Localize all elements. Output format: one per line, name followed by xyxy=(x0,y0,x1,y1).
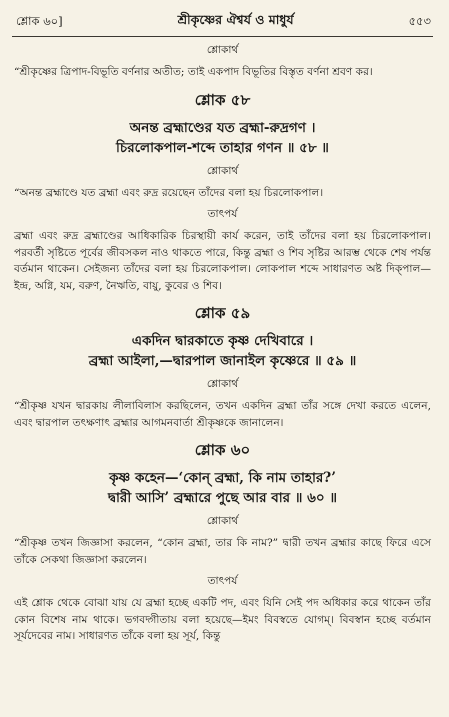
translation-label: শ্লোকার্থ xyxy=(206,44,239,56)
verse-59-translation-label: শ্লোকার্থ xyxy=(206,378,239,390)
verse-58-translation-label: শ্লোকার্থ xyxy=(206,164,239,177)
header-page-number: ৫৫৩ xyxy=(408,14,431,28)
verse-60-translation-label: শ্লোকার্থ xyxy=(206,515,239,527)
verse-60-title: শ্লোক ৬০ xyxy=(194,441,251,459)
verse-60-purport: এই শ্লোক থেকে বোঝা যায় যে ব্রহ্মা হচ্ছে একটি পদ, এবং যিনি সেই পদ অধিকার করে থাকেন তাঁর কোন বিশেষ নাম থাকে। ভগবদ্গীতায় বলা হয়েছে—ইমং বিবস্বতে যোগম্। বিবস্বান হচ্ছে বর্তমান সূর্যদেবের নাম। সাধারণত তাঁকে বলা হয় সূর্য, কিন্তু xyxy=(14,597,431,642)
verse-58-title: শ্লোক ৫৮ xyxy=(194,90,251,109)
verse-59-translation: “শ্রীকৃষ্ণ যখন দ্বারকায় লীলাবিলাস করছিলেন, তখন একদিন ব্রহ্মা তাঁর সঙ্গে দেখা করতে এলেন, এবং দ্বারপাল তৎক্ষণাৎ ব্রহ্মার আগমনবার্তা শ্রীকৃষ্ণকে জানালেন। xyxy=(14,400,431,429)
header-chapter-title: শ্রীকৃষ্ণের ঐশ্বর্য ও মাধুর্য xyxy=(177,12,294,27)
verse-59-line-2: ব্রহ্মা আইলা,—দ্বারপাল জানাইল কৃষ্ণেরে ॥ ৫৯ ॥ xyxy=(88,353,357,369)
verse-58-purport: ব্রহ্মা এবং রুদ্র ব্রহ্মাণ্ডের আধিকারিক চিরস্থায়ী কার্য করেন, তাই তাঁদের বলা হয় চিরলোকপাল। পরবর্তী সৃষ্টিতে পূর্বের জীবসকল নাও থাকতে পারে, কিন্তু ব্রহ্মা ও শিব সৃষ্টির আরম্ভ থেকে শেষ পর্যন্ত বর্তমান থাকেন। সেইজন্য তাঁদের বলা হয় চিরলোকপাল। লোকপাল শব্দে সাধারণত অষ্ট দিক্পাল—ইন্দ্র, অগ্নি, যম, বরুণ, নৈঋতি, বায়ু, কুবের ও শিব। xyxy=(14,230,431,292)
verse-60-purport-label: তাৎপর্য xyxy=(207,575,238,587)
verse-58-line-1: অনন্ত ব্রহ্মাণ্ডের যত ব্রহ্মা-রুদ্রগণ । xyxy=(129,119,316,136)
verse-58-line-2: চিরলোকপাল-শব্দে তাহার গণন ॥ ৫৮ ॥ xyxy=(116,139,329,156)
verse-58-purport-label: তাৎপর্য xyxy=(207,208,238,220)
verse-60-line-2: দ্বারী আসি’ ব্রহ্মারে পুছে আর বার ॥ ৬০ ॥ xyxy=(107,490,338,506)
intro-translation: “শ্রীকৃষ্ণের ত্রিপাদ-বিভূতি বর্ণনার অতীত; তাই একপাদ বিভূতির বিস্তৃত বর্ণনা শ্রবণ কর। xyxy=(14,66,373,78)
verse-59-line-1: একদিন দ্বারকাতে কৃষ্ণ দেখিবারে । xyxy=(131,333,314,349)
verse-59-title: শ্লোক ৫৯ xyxy=(194,304,251,322)
verse-60-line-1: কৃষ্ণ কহেন—‘কোন্ ব্রহ্মা, কি নাম তাহার?’ xyxy=(109,470,336,486)
header-verse-ref: শ্লোক ৬০] xyxy=(16,14,63,28)
verse-58-translation: “অনন্ত ব্রহ্মাণ্ডে যত ব্রহ্মা এবং রুদ্র রয়েছেন তাঁদের বলা হয় চিরলোকপাল। xyxy=(14,186,324,199)
running-header xyxy=(12,12,433,37)
verse-60-translation: “শ্রীকৃষ্ণ তখন জিজ্ঞাসা করলেন, “কোন ব্রহ্মা, তার কি নাম?” দ্বারী তখন ব্রহ্মার কাছে ফিরে এসে তাঁকে সেকথা জিজ্ঞাসা করলেন। xyxy=(14,537,431,566)
